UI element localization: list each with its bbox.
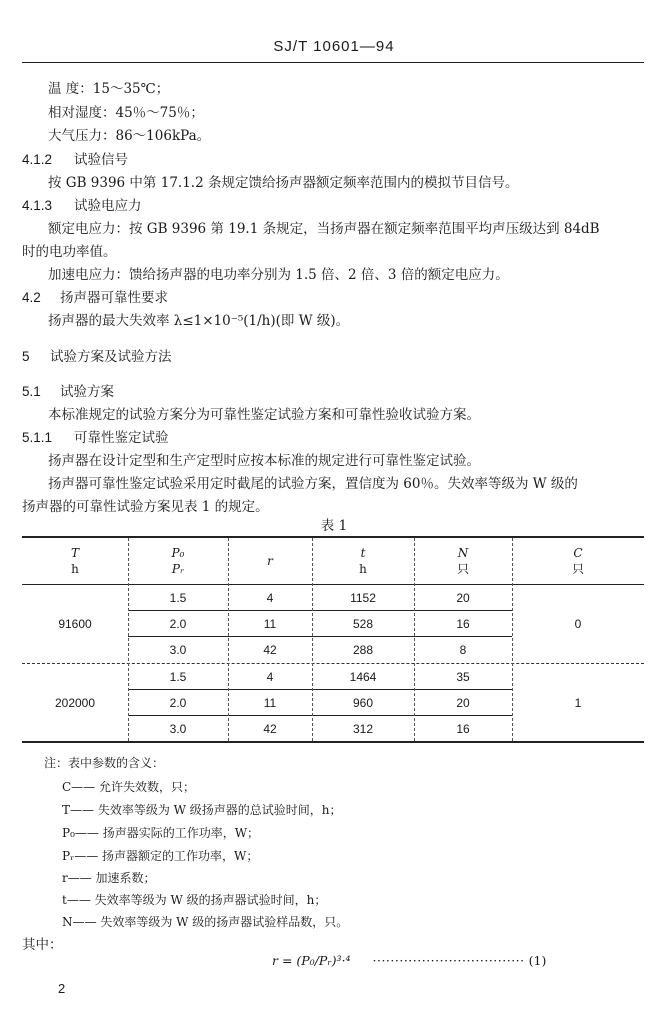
section-4-1-3-heading [22, 194, 142, 214]
table-bottom-rule [22, 741, 644, 743]
header-t: t h [359, 546, 367, 576]
group-1-C: 0 [574, 617, 582, 631]
table-cell: 528 [352, 617, 374, 631]
section-title: 扬声器可靠性要求 [60, 290, 168, 306]
section-4-2-body: 扬声器的最大失效率 λ≤1×10⁻⁵(1/h)(即 W 级)。 [48, 313, 350, 329]
table-row-rule [128, 689, 512, 690]
header-P0: P₀ [171, 546, 185, 560]
table-caption: 表 1 [320, 518, 348, 534]
section-4-1-2-body: 按 GB 9396 中第 17.1.2 条规定馈给扬声器额定频率范围内的模拟节目信号。 [48, 175, 519, 191]
section-4-1-3-body2: 加速电应力：馈给扬声器的电功率分别为 1.5 倍、2 倍、3 倍的额定电应力。 [48, 267, 509, 283]
section-5-1-1-body2-line1: 扬声器可靠性鉴定试验采用定时截尾的试验方案，置信度为 60％。失效率等级为 W 级的 [48, 476, 578, 492]
section-number: 4.2 [22, 290, 41, 305]
header-PR: Pᵣ [171, 562, 185, 576]
header-rule [22, 62, 644, 63]
table-cell: 20 [456, 696, 470, 710]
header-r: r [267, 554, 273, 568]
table-group-rule [22, 663, 644, 665]
table-cell: 2.0 [169, 617, 187, 631]
table-cell: 20 [456, 591, 470, 605]
section-4-1-3-body-line2: 时的电功率值。 [22, 244, 117, 260]
table-cell: 1.5 [169, 670, 187, 684]
condition-pressure: 大气压力：86～106kPa。 [48, 128, 211, 144]
note-item: P₀—— 扬声器实际的工作功率，W； [62, 826, 260, 840]
page-number: 2 [58, 981, 66, 996]
table-cell: 3.0 [169, 722, 187, 736]
test-plan-table [22, 536, 644, 742]
section-5-1-body: 本标准规定的试验方案分为可靠性鉴定试验方案和可靠性验收试验方案。 [48, 407, 480, 423]
section-title: 试验方案及试验方法 [50, 349, 172, 365]
section-number: 4.1.3 [22, 198, 53, 213]
section-title: 试验方案 [60, 384, 114, 400]
table-cell: 288 [352, 643, 374, 657]
table-cell: 11 [263, 696, 277, 710]
section-number: 5.1 [22, 384, 41, 399]
section-5-1-1-heading [22, 426, 169, 446]
group-2-T: 202000 [54, 696, 96, 710]
table-cell: 4 [266, 670, 274, 684]
document-header: SJ/T 10601—94 [273, 38, 395, 55]
section-4-1-2-heading [22, 148, 128, 168]
table-row-rule [128, 636, 512, 637]
note-item: N—— 失效率等级为 W 级的扬声器试验样品数，只。 [62, 915, 349, 929]
table-cell: 1152 [350, 591, 376, 605]
section-number: 5.1.1 [22, 430, 53, 445]
section-title: 试验信号 [74, 152, 128, 168]
section-5-1-1-body1: 扬声器在设计定型和生产定型时应按本标准的规定进行可靠性鉴定试验。 [48, 453, 480, 469]
table-cell: 1.5 [169, 591, 187, 605]
table-cell: 8 [459, 643, 467, 657]
table-cell: 35 [456, 670, 470, 684]
table-top-rule [22, 536, 644, 538]
table-cell: 16 [456, 617, 470, 631]
formula-expression: r = (P₀/Pᵣ)³·⁴ [272, 953, 351, 968]
formula-leader-dots: ·································· [372, 953, 525, 968]
table-cell: 4 [266, 591, 274, 605]
table-cell: 2.0 [169, 696, 187, 710]
header-P-ratio [128, 545, 228, 577]
note-item: Pᵣ—— 扬声器额定的工作功率，W； [62, 849, 259, 863]
table-header-rule [22, 584, 644, 585]
note-item: C—— 允许失效数，只； [62, 780, 195, 794]
table-cell: 960 [352, 696, 374, 710]
table-cell: 1464 [349, 670, 377, 684]
section-5-heading [22, 345, 172, 365]
table-cell: 42 [263, 722, 277, 736]
table-cell: 312 [352, 722, 374, 736]
section-4-1-3-body-line1: 额定电应力：按 GB 9396 第 19.1 条规定，当扬声器在额定频率范围平均声压级达到 84dB [48, 221, 600, 237]
note-item: t—— 失效率等级为 W 级的扬声器试验时间，h； [62, 893, 327, 907]
section-number: 4.1.2 [22, 152, 53, 167]
section-4-2-heading [22, 286, 168, 306]
table-row-rule [128, 610, 512, 611]
table-cell: 42 [263, 643, 277, 657]
where-label: 其中： [22, 937, 63, 953]
group-2-C: 1 [574, 696, 582, 710]
header-N: N 只 [456, 546, 469, 576]
header-T: T h [70, 546, 79, 576]
table-cell: 16 [456, 722, 470, 736]
formula-number: (1) [528, 953, 547, 968]
note-item: r—— 加速系数； [62, 871, 156, 885]
section-number: 5 [22, 349, 30, 364]
condition-humidity: 相对湿度：45％～75％； [48, 105, 204, 121]
table-cell: 11 [263, 617, 277, 631]
group-1-T: 91600 [58, 617, 92, 631]
section-title: 试验电应力 [74, 198, 142, 214]
table-row-rule [128, 715, 512, 716]
section-title: 可靠性鉴定试验 [74, 430, 169, 446]
section-5-1-1-body2-line2: 扬声器的可靠性试验方案见表 1 的规定。 [22, 499, 269, 515]
note-item: T—— 失效率等级为 W 级扬声器的总试验时间，h； [62, 803, 342, 817]
section-5-1-heading [22, 380, 114, 400]
condition-temperature: 温 度：15～35℃； [48, 81, 170, 97]
header-C: C 只 [571, 546, 584, 576]
formula-1 [272, 953, 546, 968]
table-cell: 3.0 [169, 643, 187, 657]
notes-title: 注：表中参数的含义： [44, 756, 165, 770]
